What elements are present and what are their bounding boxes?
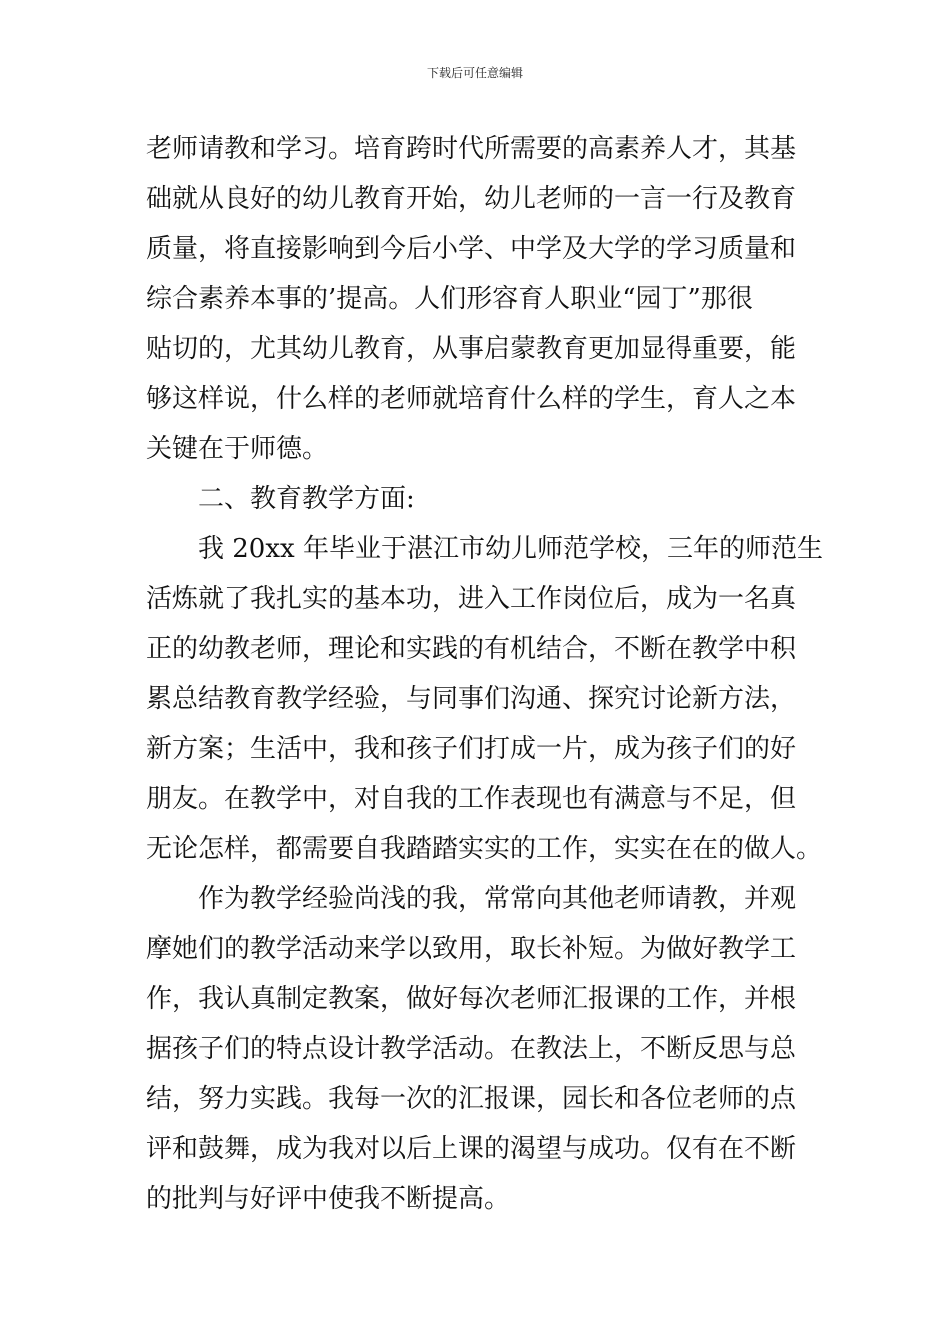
body-line: 作为教学经验尚浅的我，常常向其他老师请教，并观 xyxy=(198,884,797,914)
body-line: 新方案；生活中，我和孩子们打成一片，成为孩子们的好 xyxy=(146,734,797,764)
body-line: 质量，将直接影响到今后小学、中学及大学的学习质量和 xyxy=(146,234,797,264)
body-line: 累总结教育教学经验，与同事们沟通、探究讨论新方法， xyxy=(146,684,797,714)
body-line: 够这样说，什么样的老师就培育什么样的学生，育人之本 xyxy=(146,384,797,414)
body-line: 结，努力实践。我每一次的汇报课，园长和各位老师的点 xyxy=(146,1084,797,1114)
body-line: 我 20xx 年毕业于湛江市幼儿师范学校，三年的师范生 xyxy=(198,534,823,564)
body-line: 贴切的，尤其幼儿教育，从事启蒙教育更加显得重要，能 xyxy=(146,334,797,364)
body-line: 朋友。在教学中，对自我的工作表现也有满意与不足，但 xyxy=(146,784,797,814)
body-line: 础就从良好的幼儿教育开始，幼儿老师的一言一行及教育 xyxy=(146,184,797,214)
body-line: 作，我认真制定教案，做好每次老师汇报课的工作，并根 xyxy=(146,984,797,1014)
page-header: 下载后可任意编辑 xyxy=(426,66,523,80)
body-line: 老师请教和学习。培育跨时代所需要的高素养人才，其基 xyxy=(146,134,797,164)
body-line: 摩她们的教学活动来学以致用，取长补短。为做好教学工 xyxy=(146,934,797,964)
body-line: 无论怎样，都需要自我踏踏实实的工作，实实在在的做人。 xyxy=(146,834,823,864)
body-line: 综合素养本事的’提高。人们形容育人职业“园丁”那很 xyxy=(146,284,753,314)
body-line: 正的幼教老师，理论和实践的有机结合，不断在教学中积 xyxy=(146,634,797,664)
body-line: 关键在于师德。 xyxy=(146,434,329,464)
body-line: 的批判与好评中使我不断提高。 xyxy=(146,1184,511,1214)
body-line: 据孩子们的特点设计教学活动。在教法上，不断反思与总 xyxy=(146,1034,797,1064)
body-line: 评和鼓舞，成为我对以后上课的渴望与成功。仅有在不断 xyxy=(146,1134,797,1164)
section-heading: 二、教育教学方面: xyxy=(198,484,415,514)
body-line: 活炼就了我扎实的基本功，进入工作岗位后，成为一名真 xyxy=(146,584,797,614)
